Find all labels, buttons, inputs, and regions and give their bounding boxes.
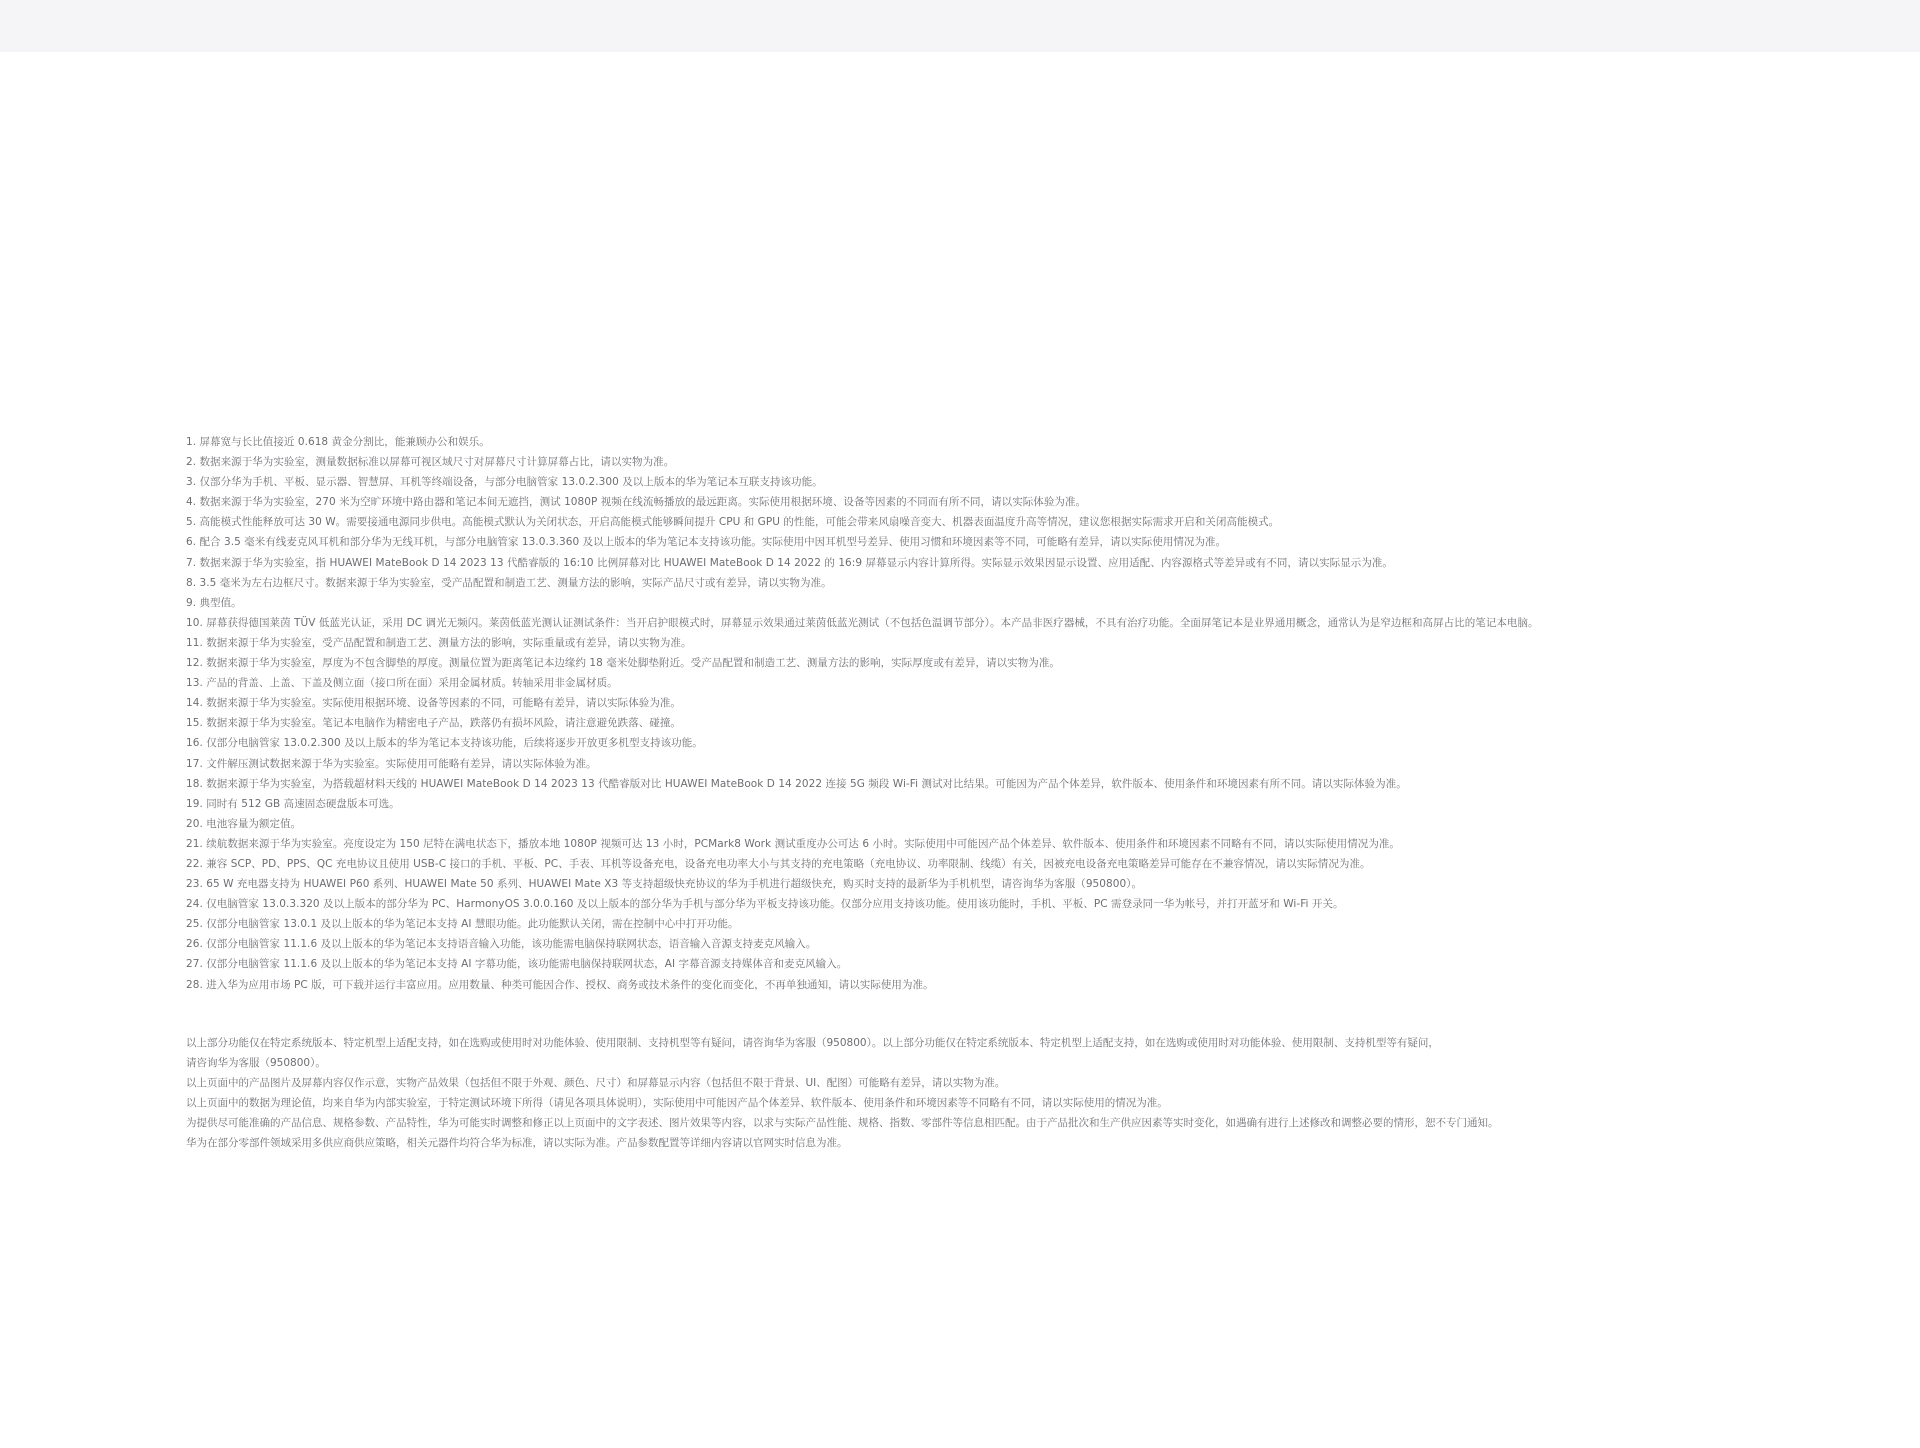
footnotes-section — [186, 432, 1746, 995]
footnote-item: 2. 数据来源于华为实验室，测量数据标准以屏幕可视区域尺寸对屏幕尺寸计算屏幕占比，请以实物为准。 — [186, 456, 675, 469]
footnote-item: 21. 续航数据来源于华为实验室。亮度设定为 150 尼特在满电状态下，播放本地 1080P 视频可达 13 小时，PCMark8 Work 测试重度办公可达 6 小时。实际使用中可能因产品个体差异、软件版本、使用条件和环境因素不同略有不同，请以实际使用情况为准。 — [186, 837, 1400, 850]
disclaimer-section — [186, 1033, 1746, 1154]
footnote-item: 4. 数据来源于华为实验室，270 米为空旷环境中路由器和笔记本间无遮挡，测试 1080P 视频在线流畅播放的最远距离。实际使用根据环境、设备等因素的不同而有所不同，请以实际体验为准。 — [186, 496, 1087, 509]
footnote-item: 13. 产品的背盖、上盖、下盖及侧立面（接口所在面）采用金属材质。转轴采用非金属材质。 — [186, 677, 618, 690]
footnote-item: 26. 仅部分电脑管家 11.1.6 及以上版本的华为笔记本支持语音输入功能，该功能需电脑保持联网状态，语音输入音源支持麦克风输入。 — [186, 938, 817, 951]
footnote-item: 1. 屏幕宽与长比值接近 0.618 黄金分割比，能兼顾办公和娱乐。 — [186, 436, 490, 448]
disclaimer-text: 华为在部分零部件领域采用多供应商供应策略，相关元器件均符合华为标准，请以实际为准。产品参数配置等详细内容请以官网实时信息为准。 — [186, 1137, 848, 1150]
footnote-item: 18. 数据来源于华为实验室，为搭载超材料天线的 HUAWEI MateBook D 14 2023 13 代酷睿版对比 HUAWEI MateBook D 14 2022 连接 5G 频段 Wi-Fi 测试对比结果。可能因为产品个体差异，软件版本、使用条件和环境因素有所不同。请以实际体验为准。 — [186, 777, 1407, 790]
footnote-item: 3. 仅部分华为手机、平板、显示器、智慧屏、耳机等终端设备，与部分电脑管家 13.0.2.300 及以上版本的华为笔记本互联支持该功能。 — [186, 476, 823, 489]
footnote-item: 10. 屏幕获得德国莱茵 TÜV 低蓝光认证，采用 DC 调光无频闪。莱茵低蓝光测认证测试条件：当开启护眼模式时，屏幕显示效果通过莱茵低蓝光测试（不包括色温调节部分）。本产品非医疗器械，不具有治疗功能。全面屏笔记本是业界通用概念，通常认为是窄边框和高屏占比的笔记本电脑。 — [186, 616, 1539, 629]
footnote-item: 5. 高能模式性能释放可达 30 W。需要接通电源同步供电。高能模式默认为关闭状态，开启高能模式能够瞬间提升 CPU 和 GPU 的性能，可能会带来风扇噪音变大、机器表面温度升高等情况，建议您根据实际需求开启和关闭高能模式。 — [186, 516, 1280, 529]
footnote-item: 20. 电池容量为额定值。 — [186, 817, 302, 830]
disclaimer-text: 以上页面中的数据为理论值，均来自华为内部实验室，于特定测试环境下所得（请见各项具体说明），实际使用中可能因产品个体差异、软件版本、使用条件和环境因素等不同略有不同，请以实际使用的情况为准。 — [186, 1097, 1168, 1110]
top-navigation-bar — [0, 0, 1920, 52]
footnote-item: 15. 数据来源于华为实验室。笔记本电脑作为精密电子产品，跌落仍有损坏风险，请注意避免跌落、碰撞。 — [186, 717, 681, 730]
footnote-item: 19. 同时有 512 GB 高速固态硬盘版本可选。 — [186, 797, 400, 810]
footnote-item: 6. 配合 3.5 毫米有线麦克风耳机和部分华为无线耳机，与部分电脑管家 13.0.3.360 及以上版本的华为笔记本支持该功能。实际使用中因耳机型号差异、使用习惯和环境因素等不同，可能略有差异，请以实际使用情况为准。 — [186, 536, 1227, 549]
footnote-item: 7. 数据来源于华为实验室，指 HUAWEI MateBook D 14 2023 13 代酷睿版的 16:10 比例屏幕对比 HUAWEI MateBook D 14 2022 的 16:9 屏幕显示内容计算所得。实际显示效果因显示设置、应用适配、内容源格式等差异或有不同，请以实际显示为准。 — [186, 556, 1393, 569]
footnote-item: 25. 仅部分电脑管家 13.0.1 及以上版本的华为笔记本支持 AI 慧眼功能。此功能默认关闭，需在控制中心中打开功能。 — [186, 918, 739, 931]
footnote-item: 28. 进入华为应用市场 PC 版，可下载并运行丰富应用。应用数量、种类可能因合作、授权、商务或技术条件的变化而变化，不再单独通知，请以实际使用为准。 — [186, 978, 934, 991]
footnote-item: 14. 数据来源于华为实验室。实际使用根据环境、设备等因素的不同，可能略有差异，请以实际体验为准。 — [186, 697, 681, 710]
footnote-item: 8. 3.5 毫米为左右边框尺寸。数据来源于华为实验室，受产品配置和制造工艺、测量方法的影响，实际产品尺寸或有差异，请以实物为准。 — [186, 576, 832, 589]
disclaimer-text: 为提供尽可能准确的产品信息、规格参数、产品特性，华为可能实时调整和修正以上页面中的文字表述、图片效果等内容，以求与实际产品性能、规格、指数、零部件等信息相匹配。由于产品批次和生产供应因素等实时变化，如遇确有进行上述修改和调整必要的情形，恕不专门通知。 — [186, 1117, 1499, 1130]
footnote-item: 24. 仅电脑管家 13.0.3.320 及以上版本的部分华为 PC、HarmonyOS 3.0.0.160 及以上版本的部分华为手机与部分华为平板支持该功能。仅部分应用支持该功能。使用该功能时，手机、平板、PC 需登录同一华为帐号，并打开蓝牙和 Wi-Fi 开关。 — [186, 898, 1344, 911]
footnote-item: 27. 仅部分电脑管家 11.1.6 及以上版本的华为笔记本支持 AI 字幕功能，该功能需电脑保持联网状态，AI 字幕音源支持媒体音和麦克风输入。 — [186, 958, 848, 971]
footnote-item: 16. 仅部分电脑管家 13.0.2.300 及以上版本的华为笔记本支持该功能，后续将逐步开放更多机型支持该功能。 — [186, 737, 703, 750]
footnote-item: 9. 典型值。 — [186, 596, 242, 609]
footnote-item: 11. 数据来源于华为实验室，受产品配置和制造工艺、测量方法的影响，实际重量或有差异，请以实物为准。 — [186, 636, 692, 649]
disclaimer-text: 以上部分功能仅在特定系统版本、特定机型上适配支持，如在选购或使用时对功能体验、使用限制、支持机型等有疑问，请咨询华为客服（950800）。以上部分功能仅在特定系统版本、特定机型上适配支持，如在选购或使用时对功能体验、使用限制、支持机型等有疑问， — [186, 1037, 1439, 1049]
footnote-item: 17. 文件解压测试数据来源于华为实验室。实际使用可能略有差异，请以实际体验为准。 — [186, 757, 597, 770]
footnote-item: 22. 兼容 SCP、PD、PPS、QC 充电协议且使用 USB-C 接口的手机、平板、PC、手表、耳机等设备充电，设备充电功率大小与其支持的充电策略（充电协议、功率限制、线缆）有关，因被充电设备充电策略差异可能存在不兼容情况，请以实际情况为准。 — [186, 857, 1371, 870]
footnote-item: 12. 数据来源于华为实验室，厚度为不包含脚垫的厚度。测量位置为距离笔记本边缘约 18 毫米处脚垫附近。受产品配置和制造工艺、测量方法的影响，实际厚度或有差异，请以实物为准。 — [186, 657, 1060, 670]
footnote-item: 23. 65 W 充电器支持为 HUAWEI P60 系列、HUAWEI Mate 50 系列、HUAWEI Mate X3 等支持超级快充协议的华为手机进行超级快充，购买时支持的最新华为手机机型，请咨询华为客服（950800）。 — [186, 878, 1143, 891]
disclaimer-text: 以上页面中的产品图片及屏幕内容仅作示意，实物产品效果（包括但不限于外观、颜色、尺寸）和屏幕显示内容（包括但不限于背景、UI、配图）可能略有差异，请以实物为准。 — [186, 1077, 1006, 1090]
footnote-list — [186, 432, 1746, 995]
disclaimer-text: 请咨询华为客服（950800）。 — [186, 1057, 326, 1070]
